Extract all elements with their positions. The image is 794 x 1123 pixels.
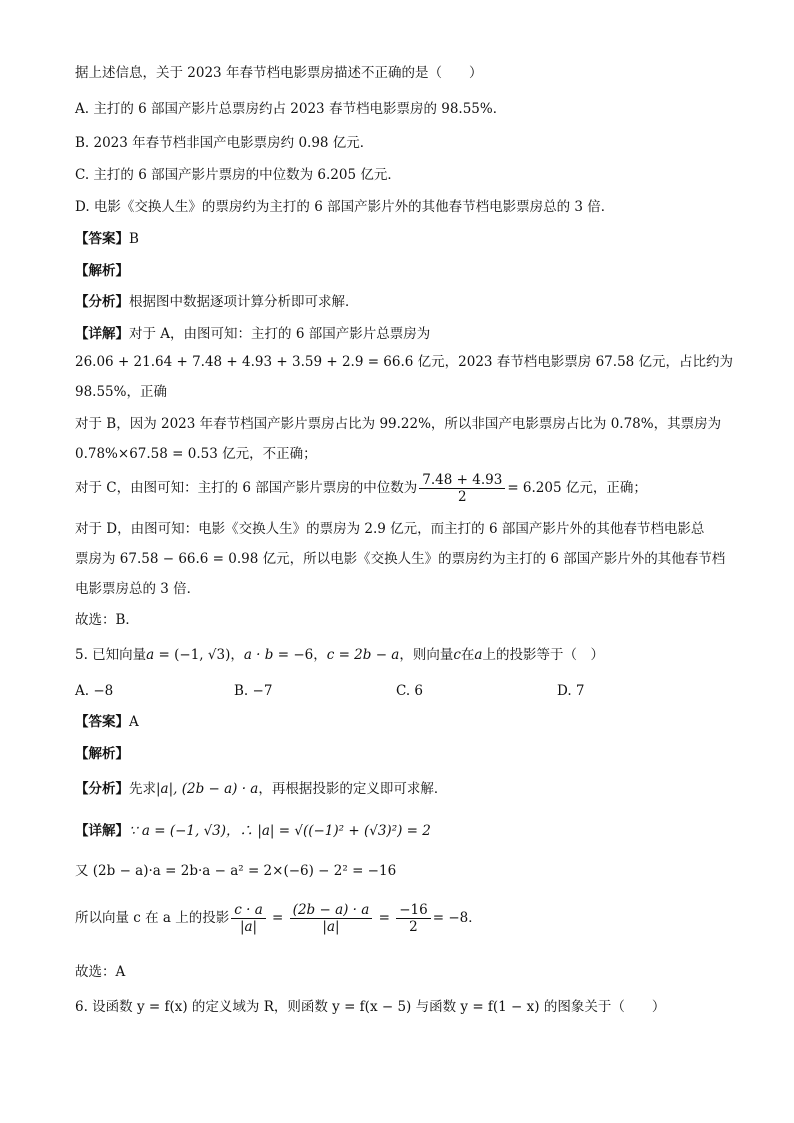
- q4-detail-4: 对于 B，因为 2023 年春节档国产影片票房占比为 99.22%，所以非国产电影票房占比为 0.78%，其票房为: [75, 416, 722, 432]
- q4-detail-3: 98.55%，正确: [75, 384, 167, 400]
- q4-option-b: B. 2023 年春节档非国产电影票房约 0.98 亿元．: [75, 135, 374, 151]
- answer-tag: 【答案】: [75, 714, 129, 730]
- c-prefix: 对于 C，由图可知：主打的 6 部国产影片票房的中位数为: [75, 480, 418, 496]
- detail-tag: 【详解】: [75, 823, 129, 839]
- c-suffix: = 6.205 亿元，正确；: [507, 480, 647, 496]
- q5-stem-part: ，则向量: [399, 647, 454, 663]
- q6-stem: 6. 设函数 y = f(x) 的定义域为 R，则函数 y = f(x − 5) 与函数 y = f(1 − x) 的图象关于（ ）: [75, 999, 666, 1015]
- vector-a: a: [146, 647, 155, 663]
- q5-option-d: D. 7: [557, 683, 585, 699]
- fenxi-text: 根据图中数据逐项计算分析即可求解．: [129, 294, 359, 310]
- q4-fenxi: [75, 293, 359, 311]
- q5-answer: [75, 713, 139, 731]
- q4-detail-d3: 电影票房总的 3 倍．: [75, 581, 201, 597]
- detail-tag: 【详解】: [75, 326, 129, 342]
- detail-3-suffix: = −8．: [432, 910, 482, 926]
- projection-fraction-3: [396, 902, 431, 935]
- q5-option-c: C. 6: [396, 683, 424, 699]
- q5-choose: 故选：A: [75, 964, 126, 980]
- detail-3-prefix: 所以向量 c 在 a 上的投影: [75, 910, 230, 926]
- q4-option-c: C. 主打的 6 部国产影片票房的中位数为 6.205 亿元．: [75, 167, 401, 183]
- q4-analysis-tag: [75, 262, 129, 280]
- answer-value: A: [129, 714, 139, 730]
- vector-a-dot-b: a · b: [243, 647, 274, 663]
- median-fraction: [419, 472, 505, 505]
- q4-detail-5: 0.78%×67.58 = 0.53 亿元，不正确；: [75, 446, 317, 462]
- projection-fraction-1: [231, 902, 265, 935]
- fenxi-formula: |a|, (2b − a) · a: [156, 781, 259, 797]
- q4-option-a: A. 主打的 6 部国产影片总票房约占 2023 春节档电影票房的 98.55%．: [75, 101, 507, 117]
- q5-detail-2: 又 (2b − a)·a = 2b·a − a² = 2×(−6) − 2² = −16: [75, 863, 397, 879]
- fraction-numerator: −16: [396, 902, 431, 919]
- analysis-tag: 【解析】: [75, 746, 129, 762]
- vector-c: c: [453, 647, 461, 663]
- q5-stem: [75, 646, 604, 664]
- fenxi-text: ，再根据投影的定义即可求解．: [258, 781, 448, 797]
- q4-detail-d2: 票房为 67.58 − 66.6 = 0.98 亿元，所以电影《交换人生》的票房约为主打的 6 部国产影片外的其他春节档: [75, 551, 726, 567]
- fraction-denominator: |a|: [322, 919, 340, 935]
- q5-option-b: B. −7: [234, 683, 273, 699]
- fenxi-tag: 【分析】: [75, 294, 129, 310]
- q4-detail-c: [75, 472, 647, 505]
- vector-a: a: [474, 647, 483, 663]
- detail-text: 对于 A，由图可知：主打的 6 部国产影片总票房为: [129, 326, 431, 342]
- q5-stem-part: 5. 已知向量: [75, 647, 147, 663]
- vector-c-def: c = 2b − a: [326, 647, 400, 663]
- fraction-numerator: c · a: [231, 902, 265, 919]
- q5-stem-part: 在: [460, 647, 475, 663]
- fraction-denominator: 2: [458, 489, 467, 505]
- q5-stem-part: 上的投影等于（ ）: [482, 647, 604, 663]
- q5-stem-part: = −6，: [273, 647, 327, 663]
- q4-detail-d1: 对于 D，由图可知：电影《交换人生》的票房为 2.9 亿元，而主打的 6 部国产影片外的其他春节档电影总: [75, 521, 705, 537]
- answer-value: B: [129, 231, 139, 247]
- fraction-numerator: 7.48 + 4.93: [419, 472, 505, 489]
- q5-analysis-tag: [75, 745, 129, 763]
- q4-detail-2: 26.06 + 21.64 + 7.48 + 4.93 + 3.59 + 2.9 = 66.6 亿元，2023 春节档电影票房 67.58 亿元，占比约为: [75, 354, 734, 370]
- q5-detail-1: [75, 822, 431, 840]
- analysis-tag: 【解析】: [75, 263, 129, 279]
- detail-formula: ∵ a = (−1, √3)，∴ |a| = √((−1)² + (√3)²) = 2: [129, 823, 431, 839]
- q5-fenxi: [75, 780, 447, 798]
- fraction-numerator: (2b − a) · a: [290, 902, 373, 919]
- q4-detail-1: [75, 325, 430, 343]
- q5-option-a: A. −8: [75, 683, 114, 699]
- q5-detail-3: 所以向量 c 在 a 上的投影 $\frac{c \cdot a}{|a|}$ = $\frac{(2b - a) \cdot a}{|a|}$ = $\frac{-16}{2}$ = −8．: [75, 902, 482, 935]
- fraction-denominator: 2: [409, 919, 418, 935]
- fenxi-text: 先求: [129, 781, 156, 797]
- q4-stem: 据上述信息，关于 2023 年春节档电影票房描述不正确的是（ ）: [75, 65, 483, 81]
- answer-tag: 【答案】: [75, 231, 129, 247]
- q5-stem-part: = (−1, √3)，: [154, 647, 244, 663]
- q4-answer: [75, 230, 139, 248]
- q4-choose: 故选：B．: [75, 612, 139, 628]
- q4-option-d: D. 电影《交换人生》的票房约为主打的 6 部国产影片外的其他春节档电影票房总的 3 倍．: [75, 199, 615, 215]
- fraction-denominator: |a|: [239, 919, 258, 935]
- fenxi-tag: 【分析】: [75, 781, 129, 797]
- projection-fraction-2: [290, 902, 373, 935]
